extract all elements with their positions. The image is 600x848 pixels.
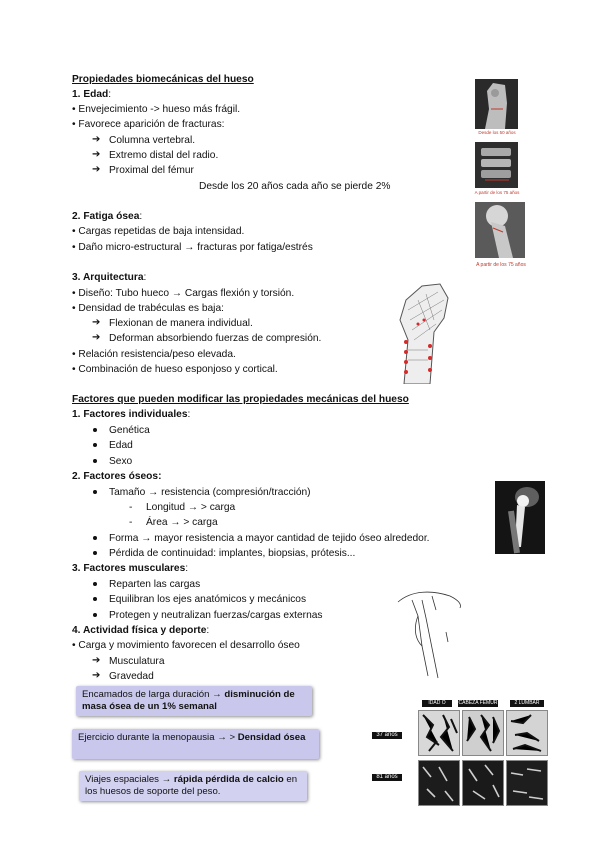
row-label: 37 años [372,732,402,739]
xray-wrist-image [475,79,518,129]
bullet-dot [93,428,97,432]
dash-mark: - [129,517,133,528]
bullet-densidad: • Densidad de trabéculas es baja: [72,303,224,314]
heading-arquitectura-label: 3. Arquitectura [72,272,144,283]
colon: : [187,409,191,420]
col-label: CABEZA FEMUR [458,700,498,706]
bullet-dot [93,551,97,555]
heading-edad [72,88,111,101]
box-viajes-text: Viajes espaciales → [85,774,174,785]
arrow-icon: ➔ [92,317,101,328]
arrow-icon: ➔ [92,670,101,681]
trabecular-femur-illustration [378,280,450,384]
box-viajes [79,771,307,801]
trabecular-tile [506,760,548,806]
box-encamados [76,686,312,716]
bullet-relacion: • Relación resistencia/peso elevada. [72,349,236,360]
sub-columna: Columna vertebral. [109,135,196,146]
section-title-biomecanica: Propiedades biomecánicas del hueso [72,74,254,85]
trabecular-pattern [463,761,503,805]
row-label: 81 años [372,774,402,781]
caption-femur: A partir de los 75 años [476,262,526,268]
note-perdida: Desde los 20 años cada año se pierde 2% [199,181,391,192]
bullet-dot [93,597,97,601]
heading-fatiga-label: 2. Fatiga ósea [72,211,140,222]
item-equilibran: Equilibran los ejes anatómicos y mecánicos [109,594,307,605]
arrow-icon: ➔ [92,655,101,666]
bullet-diseno: • Diseño: Tubo hueco → Cargas flexión y torsión. [72,288,295,299]
trabecular-pattern [419,761,459,805]
bullet-dot [93,443,97,447]
heading-musculares [72,562,188,575]
heading-oseos: 2. Factores óseos: [72,471,162,482]
xray-femur-image [475,202,525,258]
heading-musculares-label: 3. Factores musculares [72,563,186,574]
dash-mark: - [129,502,133,513]
trabecular-tile [462,760,504,806]
heading-arquitectura [72,271,146,284]
trabecular-tile [418,710,460,756]
colon: : [185,563,189,574]
bullet-carga: • Carga y movimiento favorecen el desarrollo óseo [72,640,300,651]
col-label: IDAD O [422,700,452,707]
heading-actividad-label: 4. Actividad física y deporte [72,625,207,636]
trabecular-pattern [507,761,547,805]
dash-longitud: Longitud → > carga [146,502,236,513]
bullet-fracturas: • Favorece aparición de fracturas: [72,119,225,130]
bullet-dot [93,582,97,586]
arrow-icon: ➔ [92,149,101,160]
trabecular-tile [418,760,460,806]
trabecular-pattern [507,711,547,755]
col-label: 2 LUMBAR [510,700,544,707]
bullet-combinacion: • Combinación de hueso esponjoso y cortical. [72,364,278,375]
trabecular-pattern [463,711,503,755]
bullet-dano: • Daño micro-estructural → fracturas por fatiga/estrés [72,242,313,253]
arrow-icon: ➔ [92,164,101,175]
sub-femur: Proximal del fémur [109,165,194,176]
sub-radio: Extremo distal del radio. [109,150,219,161]
heading-edad-label: 1. Edad [72,89,109,100]
box-encamados-bold: disminución de masa ósea de un 1% semanal [82,689,295,712]
sub-deforman: Deforman absorbiendo fuerzas de compresión. [109,333,322,344]
xray-spine-drawing [475,142,518,188]
heading-individuales-label: 1. Factores individuales [72,409,188,420]
xray-spine-image [475,142,518,188]
heading-individuales [72,408,190,421]
heading-fatiga [72,210,142,223]
bullet-dot [93,536,97,540]
item-protegen: Protegen y neutralizan fuerzas/cargas externas [109,610,323,621]
heading-actividad [72,624,209,637]
item-genetica: Genética [109,425,150,436]
caption-wrist: Desde los 50 años [478,130,516,135]
xray-femur-drawing [475,202,525,258]
sub-flexionan: Flexionan de manera individual. [109,318,253,329]
caption-spine: A partir de los 75 años [474,190,520,195]
bullet-dot [93,490,97,494]
section-title-factores: Factores que pueden modificar las propiedades mecánicas del hueso [72,394,409,405]
trabecular-tile [506,710,548,756]
dash-area: Área → > carga [146,517,218,528]
bullet-cargas: • Cargas repetidas de baja intensidad. [72,226,245,237]
xray-wrist-drawing [475,79,518,129]
box-menopausia-text: Ejercicio durante la menopausia → > [78,732,238,743]
trabecular-tile [462,710,504,756]
bullet-envejecimiento: • Envejecimiento -> hueso más frágil. [72,104,241,115]
colon: : [108,89,112,100]
box-viajes-bold: rápida pérdida de calcio [173,774,284,785]
item-forma: Forma → mayor resistencia a mayor cantidad de tejido óseo alrededor. [109,533,430,544]
prosthesis-xray-drawing [495,481,545,554]
box-viajes-text2: en los huesos de soporte del peso. [85,774,298,797]
arrow-icon: ➔ [92,332,101,343]
prosthesis-xray-image [495,481,545,554]
arrow-icon: ➔ [92,134,101,145]
box-menopausia [72,729,319,759]
arm-muscles-sketch [392,586,466,682]
sub-gravedad: Gravedad [109,671,154,682]
item-edad: Edad [109,440,133,451]
item-perdida: Pérdida de continuidad: implantes, biopsias, prótesis... [109,548,356,559]
item-tamano: Tamaño → resistencia (compresión/tracción) [109,487,311,498]
item-reparten: Reparten las cargas [109,579,201,590]
colon: : [139,211,143,222]
colon: : [143,272,147,283]
item-sexo: Sexo [109,456,133,467]
trabecular-pattern [419,711,459,755]
box-encamados-text: Encamados de larga duración → [82,689,225,700]
sub-musculatura: Musculatura [109,656,165,667]
box-menopausia-bold: Densidad ósea [237,732,306,743]
bone-density-figure [376,700,554,808]
bullet-dot [93,459,97,463]
colon: : [206,625,210,636]
bullet-dot [93,613,97,617]
